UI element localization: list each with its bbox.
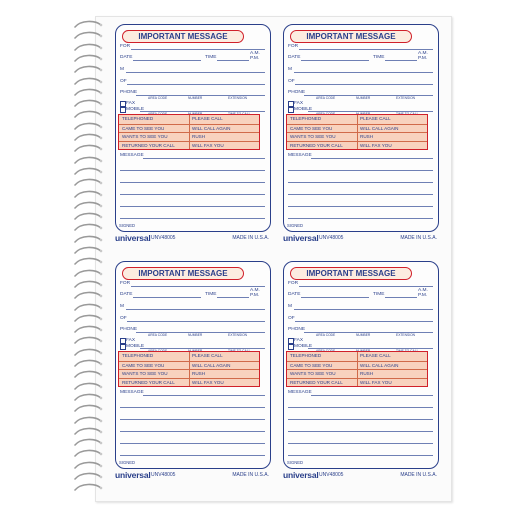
message-line[interactable] [120,194,265,195]
spiral-coil [73,416,103,426]
checklist-option[interactable]: RUSH [360,134,374,139]
pm-label[interactable]: P.M. [418,293,428,298]
checklist-option[interactable]: TELEPHONED [122,116,154,121]
checklist-option[interactable]: PLEASE CALL [360,116,391,121]
spiral-coil [73,291,103,301]
form-border [283,24,439,232]
form-title: IMPORTANT MESSAGE [290,267,412,280]
spiral-coil [73,427,103,437]
spiral-coil [73,370,103,380]
m-line[interactable] [126,309,265,310]
phone-label: PHONE [288,90,306,95]
message-line[interactable] [288,407,433,408]
message-line[interactable] [288,431,433,432]
for-label: FOR [288,44,299,49]
message-line[interactable] [288,218,433,219]
checklist-option[interactable]: WILL CALL AGAIN [360,125,399,131]
made-in-label: MADE IN U.S.A. [400,235,437,241]
checklist-option[interactable]: PLEASE CALL [192,353,223,358]
of-line[interactable] [127,321,265,322]
checklist-option[interactable]: WILL CALL AGAIN [192,362,231,368]
brand-logo: universal [283,470,319,480]
made-in-label: MADE IN U.S.A. [232,472,269,478]
spiral-coil [73,257,103,267]
checklist-option[interactable]: PLEASE CALL [360,353,391,358]
spiral-coil [73,382,103,392]
checklist-option[interactable]: CAME TO SEE YOU [290,125,333,131]
spiral-coil [73,20,103,30]
spiral-coil [73,190,103,200]
form-border [115,24,271,232]
spiral-coil [73,404,103,414]
checklist-option[interactable]: WANTS TO SEE YOU [122,134,168,139]
message-line[interactable] [143,395,265,396]
date-line[interactable] [133,60,201,61]
brand-logo: universal [283,233,319,243]
message-line[interactable] [311,395,433,396]
message-line[interactable] [120,218,265,219]
for-label: FOR [120,44,131,49]
pm-label[interactable]: P.M. [250,56,260,61]
product-code: UNV48005 [151,235,176,241]
spiral-coil [73,303,103,313]
spiral-coil [73,393,103,403]
date-line[interactable] [301,60,369,61]
number-caption: NUMBER [356,96,371,100]
spiral-coil [73,31,103,41]
message-line[interactable] [288,419,433,420]
m-label: M [288,304,292,309]
call-checklist [286,114,428,150]
date-line[interactable] [133,297,201,298]
message-line[interactable] [288,170,433,171]
time-line[interactable] [217,297,249,298]
spiral-coil [73,43,103,53]
spiral-coil [73,201,103,211]
phone-label: PHONE [288,327,306,332]
number-caption: NUMBER [188,96,203,100]
spiral-coil [73,122,103,132]
phone-label: PHONE [120,90,138,95]
message-line[interactable] [288,443,433,444]
spiral-coil [73,54,103,64]
checklist-divider [189,115,190,149]
form-title: IMPORTANT MESSAGE [122,30,244,43]
form-border [115,261,271,469]
message-line[interactable] [120,419,265,420]
of-label: OF [120,316,127,321]
time-label: TIME [373,55,385,60]
for-line[interactable] [131,49,265,50]
message-label: MESSAGE [288,390,312,395]
signed-label: SIGNED [287,223,304,228]
of-line[interactable] [295,84,433,85]
spiral-coil [73,65,103,75]
time-line[interactable] [385,297,417,298]
checklist-option[interactable]: PLEASE CALL [192,116,223,121]
mobile-label: MOBILE [126,107,145,112]
checklist-option[interactable]: WILL FAX YOU [192,142,224,148]
spiral-coil [73,348,103,358]
for-label: FOR [120,281,131,286]
message-label: MESSAGE [120,390,144,395]
date-label: DATE [120,55,133,60]
checklist-option[interactable]: RUSH [192,134,206,139]
checklist-option[interactable]: TELEPHONED [290,116,322,121]
date-label: DATE [288,292,301,297]
message-line[interactable] [120,407,265,408]
checklist-option[interactable]: WANTS TO SEE YOU [122,371,168,376]
spiral-coil [73,461,103,471]
checklist-option[interactable]: CAME TO SEE YOU [122,125,165,131]
pm-label[interactable]: P.M. [418,56,428,61]
made-in-label: MADE IN U.S.A. [232,235,269,241]
of-line[interactable] [295,321,433,322]
message-line[interactable] [311,158,433,159]
message-line[interactable] [120,170,265,171]
spiral-coil [73,223,103,233]
spiral-coil [73,472,103,482]
time-label: TIME [373,292,385,297]
form-border [283,261,439,469]
area-code-caption: AREA CODE [316,333,336,337]
m-label: M [120,304,124,309]
form-title: IMPORTANT MESSAGE [122,267,244,280]
spiral-coil [73,438,103,448]
spiral-coil [73,144,103,154]
checklist-divider [357,352,358,386]
message-line[interactable] [120,443,265,444]
of-label: OF [288,79,295,84]
product-code: UNV48005 [151,472,176,478]
message-line[interactable] [120,431,265,432]
brand-logo: universal [115,233,151,243]
message-line[interactable] [288,206,433,207]
product-code: UNV48005 [319,472,344,478]
checklist-option[interactable]: WANTS TO SEE YOU [290,371,336,376]
spiral-coil [73,269,103,279]
spiral-coil [73,449,103,459]
extension-caption: EXTENSION [396,333,416,337]
am-label[interactable]: A.M. [418,51,428,56]
checklist-option[interactable]: WILL FAX YOU [192,379,224,385]
checklist-option[interactable]: WILL CALL AGAIN [360,362,399,368]
am-label[interactable]: A.M. [250,288,260,293]
spiral-coil [73,133,103,143]
mobile-label: MOBILE [126,344,145,349]
time-label: TIME [205,55,217,60]
message-form-card [115,24,271,246]
message-form-card [283,261,439,483]
checklist-option[interactable]: RETURNED YOUR CALL [290,142,343,148]
product-code: UNV48005 [319,235,344,241]
phone-label: PHONE [120,327,138,332]
fax-label: FAX [294,101,304,106]
checklist-divider [189,352,190,386]
message-line[interactable] [120,206,265,207]
m-line[interactable] [294,72,433,73]
call-checklist [118,351,260,387]
spiral-coil [73,110,103,120]
spiral-coil [73,88,103,98]
date-label: DATE [120,292,133,297]
for-line[interactable] [131,286,265,287]
form-title: IMPORTANT MESSAGE [290,30,412,43]
spiral-coil [73,99,103,109]
signed-label: SIGNED [119,460,136,465]
checklist-option[interactable]: WILL CALL AGAIN [192,125,231,131]
m-line[interactable] [126,72,265,73]
signed-label: SIGNED [119,223,136,228]
checklist-option[interactable]: WANTS TO SEE YOU [290,134,336,139]
time-line[interactable] [217,60,249,61]
message-label: MESSAGE [120,153,144,158]
spiral-coil [73,167,103,177]
call-checklist [286,351,428,387]
message-line[interactable] [143,158,265,159]
checklist-option[interactable]: TELEPHONED [290,353,322,358]
spiral-coil [73,178,103,188]
spiral-coil [73,483,103,493]
number-caption: NUMBER [356,333,371,337]
message-form-card [115,261,271,483]
for-line[interactable] [299,49,433,50]
message-line[interactable] [288,455,433,456]
checklist-option[interactable]: WILL FAX YOU [360,379,392,385]
mobile-label: MOBILE [294,344,313,349]
spiral-coil [73,359,103,369]
checklist-option[interactable]: RUSH [360,371,374,376]
am-label[interactable]: A.M. [250,51,260,56]
message-line[interactable] [120,455,265,456]
m-label: M [288,67,292,72]
checklist-divider [357,115,358,149]
message-line[interactable] [288,194,433,195]
spiral-coil [73,212,103,222]
call-checklist [118,114,260,150]
for-label: FOR [288,281,299,286]
am-label[interactable]: A.M. [418,288,428,293]
checklist-option[interactable]: WILL FAX YOU [360,142,392,148]
extension-caption: EXTENSION [396,96,416,100]
time-label: TIME [205,292,217,297]
spiral-coil [73,280,103,290]
of-line[interactable] [127,84,265,85]
pm-label[interactable]: P.M. [250,293,260,298]
message-form-card [283,24,439,246]
spiral-coil [73,246,103,256]
checklist-option[interactable]: CAME TO SEE YOU [290,362,333,368]
spiral-coil [73,325,103,335]
area-code-caption: AREA CODE [316,96,336,100]
extension-caption: EXTENSION [228,333,248,337]
number-caption: NUMBER [188,333,203,337]
checklist-option[interactable]: RETURNED YOUR CALL [122,379,175,385]
message-label: MESSAGE [288,153,312,158]
checklist-option[interactable]: TELEPHONED [122,353,154,358]
fax-label: FAX [294,338,304,343]
spiral-coil [73,314,103,324]
time-line[interactable] [385,60,417,61]
area-code-caption: AREA CODE [148,333,168,337]
checklist-option[interactable]: RETURNED YOUR CALL [290,379,343,385]
date-line[interactable] [301,297,369,298]
checklist-option[interactable]: RETURNED YOUR CALL [122,142,175,148]
of-label: OF [120,79,127,84]
area-code-caption: AREA CODE [148,96,168,100]
spiral-coil [73,336,103,346]
checklist-option[interactable]: RUSH [192,371,206,376]
spiral-coil [73,235,103,245]
brand-logo: universal [115,470,151,480]
spiral-coil [73,77,103,87]
mobile-label: MOBILE [294,107,313,112]
of-label: OF [288,316,295,321]
extension-caption: EXTENSION [228,96,248,100]
message-line[interactable] [120,182,265,183]
fax-label: FAX [126,338,136,343]
checklist-option[interactable]: CAME TO SEE YOU [122,362,165,368]
m-label: M [120,67,124,72]
message-line[interactable] [288,182,433,183]
fax-label: FAX [126,101,136,106]
made-in-label: MADE IN U.S.A. [400,472,437,478]
m-line[interactable] [294,309,433,310]
spiral-coil [73,156,103,166]
signed-label: SIGNED [287,460,304,465]
for-line[interactable] [299,286,433,287]
date-label: DATE [288,55,301,60]
